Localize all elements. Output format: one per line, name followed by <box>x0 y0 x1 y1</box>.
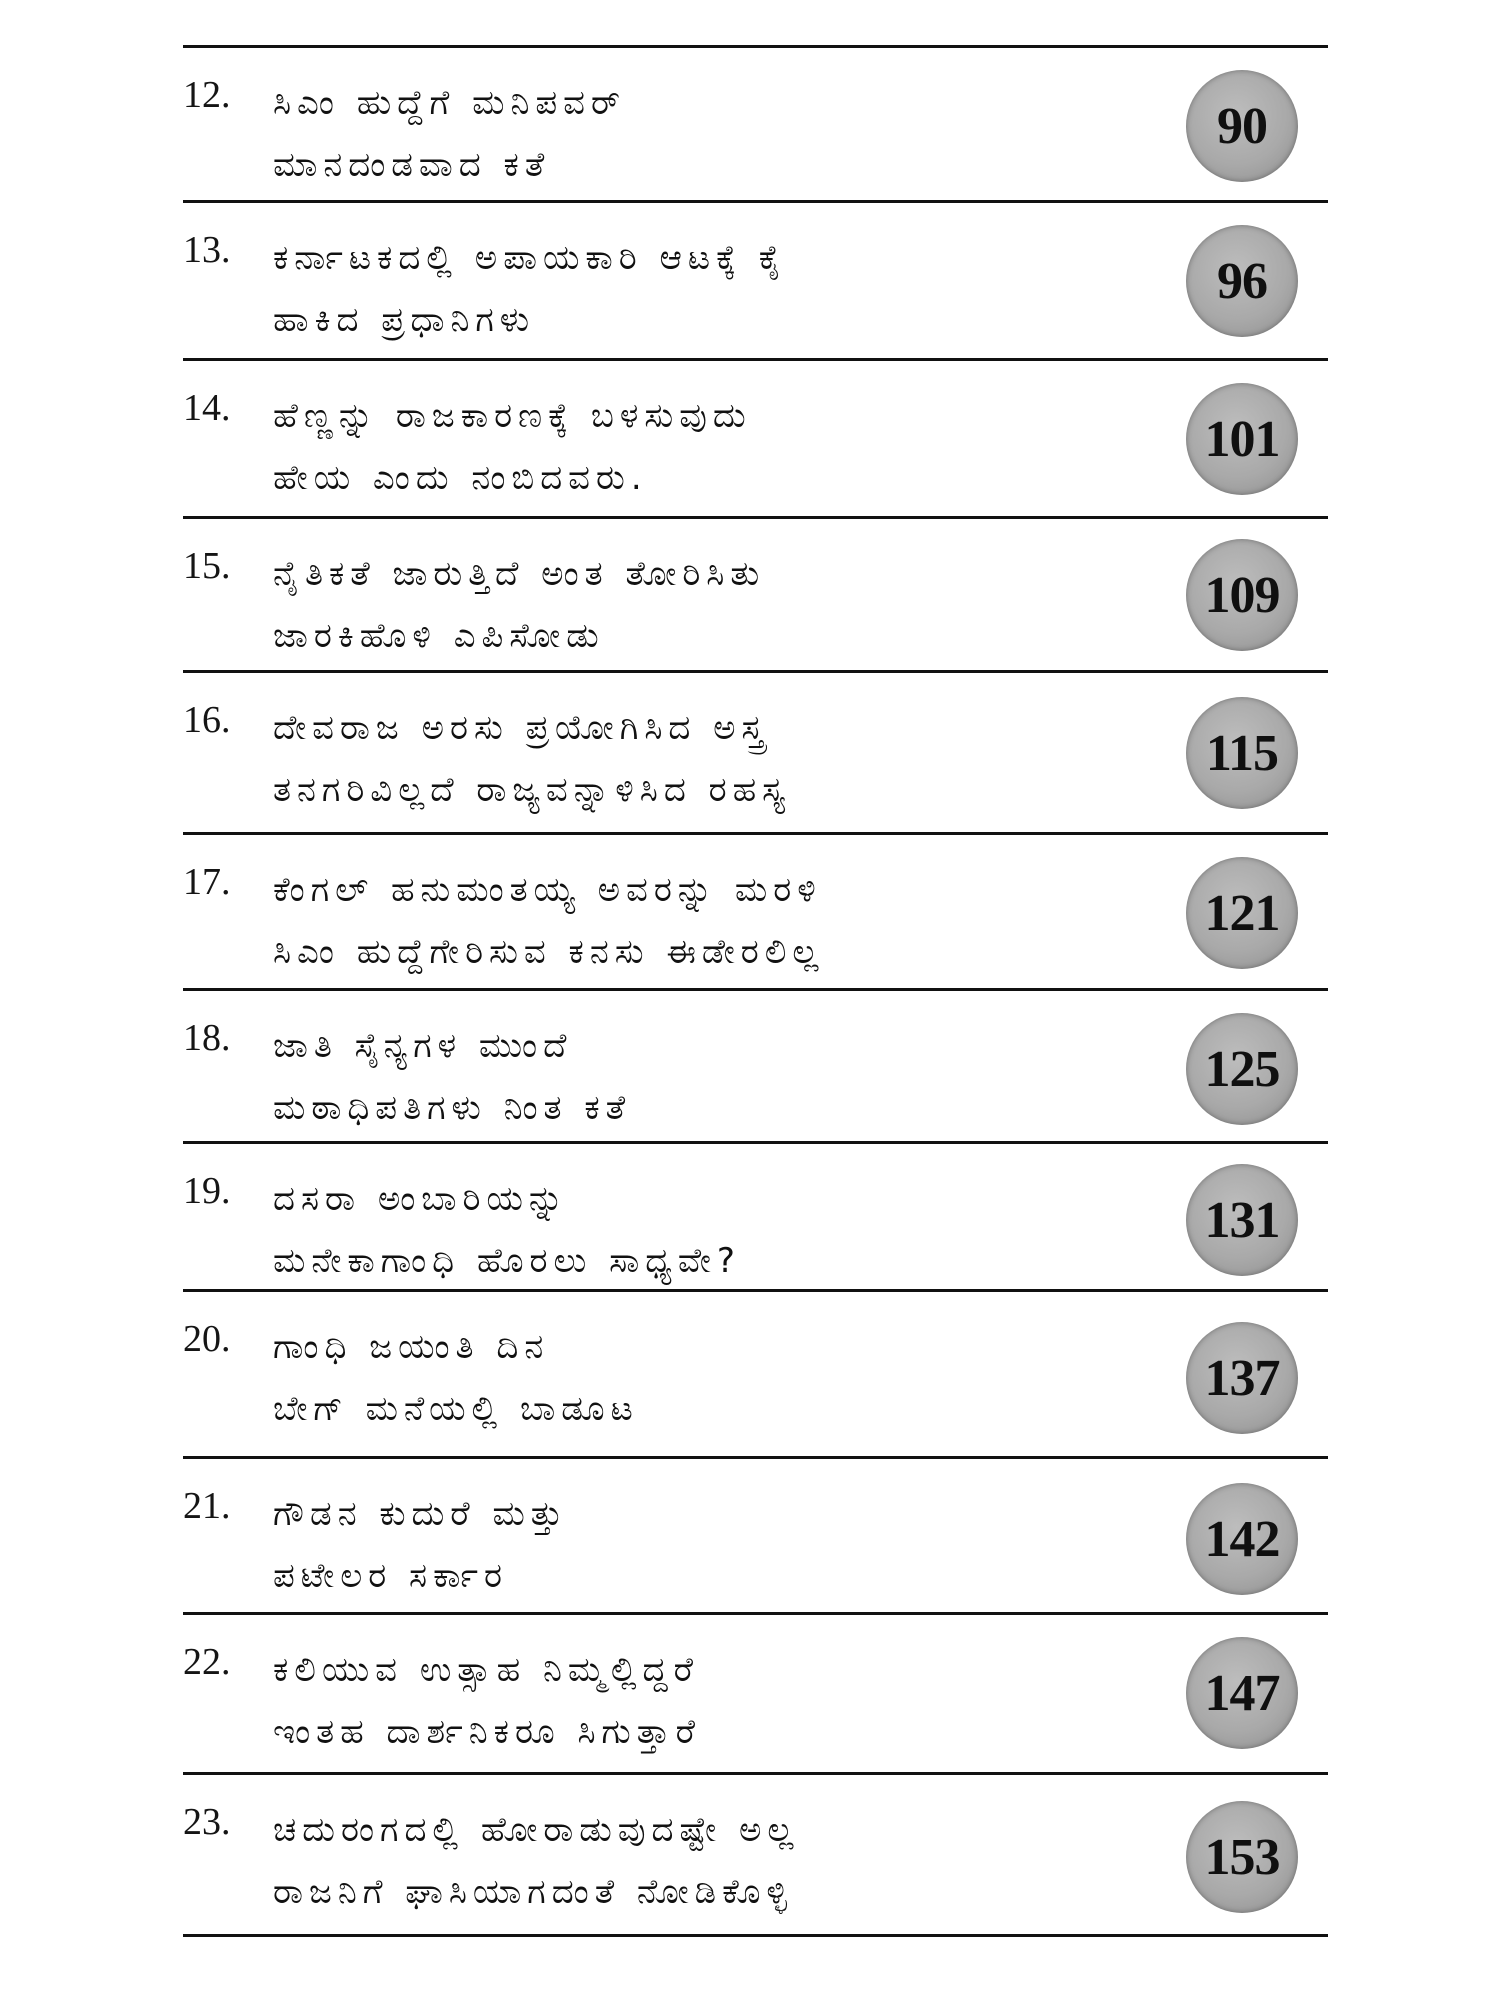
entry-title-line-1: ಕಲಿಯುವ ಉತ್ಸಾಹ ನಿಮ್ಮಲ್ಲಿದ್ದರೆ <box>273 1650 699 1690</box>
entry-title-line-2: ಪಟೇಲರ ಸರ್ಕಾರ <box>273 1556 508 1596</box>
page-number-badge <box>1186 1801 1298 1913</box>
page-number: 96 <box>1217 252 1267 310</box>
page-number-badge <box>1186 383 1298 495</box>
entry-number: 21. <box>183 1485 231 1527</box>
toc-entry[interactable] <box>183 1775 1328 1937</box>
entry-title-line-1: ಗಾಂಧಿ ಜಯಂತಿ ದಿನ <box>273 1327 550 1367</box>
page-number: 142 <box>1204 1510 1280 1568</box>
entry-title <box>273 1316 1133 1440</box>
page-number: 125 <box>1204 1040 1280 1098</box>
page-number: 101 <box>1204 410 1280 468</box>
entry-title-line-1: ಕರ್ನಾಟಕದಲ್ಲಿ ಅಪಾಯಕಾರಿ ಆಟಕ್ಕೆ ಕೈ <box>273 238 788 278</box>
toc-entry[interactable] <box>183 519 1328 673</box>
entry-number: 12. <box>183 74 231 116</box>
entry-title-line-2: ಜಾರಕಿಹೊಳಿ ಎಪಿಸೋಡು <box>273 616 605 656</box>
page-number: 90 <box>1217 97 1267 155</box>
toc-entry[interactable] <box>183 835 1328 991</box>
entry-title <box>273 1639 1133 1763</box>
toc-entry[interactable] <box>183 1292 1328 1459</box>
entry-title-line-2: ಸಿಎಂ ಹುದ್ದೆಗೇರಿಸುವ ಕನಸು ಈಡೇರಲಿಲ್ಲ <box>273 932 825 972</box>
entry-title-line-1: ಚದುರಂಗದಲ್ಲಿ ಹೋರಾಡುವುದಷ್ಟೇ ಅಲ್ಲ <box>273 1810 800 1850</box>
entry-title <box>273 72 1133 196</box>
toc-entry[interactable] <box>183 203 1328 361</box>
entry-number: 15. <box>183 545 231 587</box>
entry-title <box>273 859 1133 983</box>
entry-title-line-2: ತನಗರಿವಿಲ್ಲದೆ ರಾಜ್ಯವನ್ನಾಳಿಸಿದ ರಹಸ್ಯ <box>273 770 791 810</box>
page-number-badge <box>1186 1164 1298 1276</box>
toc-entry[interactable] <box>183 48 1328 203</box>
entry-title <box>273 1799 1133 1923</box>
entry-number: 17. <box>183 861 231 903</box>
page-number-badge <box>1186 539 1298 651</box>
entry-title-line-1: ಹೆಣ್ಣನ್ನು ರಾಜಕಾರಣಕ್ಕೆ ಬಳಸುವುದು <box>273 396 752 436</box>
entry-title <box>273 227 1133 351</box>
page-number-badge <box>1186 697 1298 809</box>
page-number: 121 <box>1204 884 1280 942</box>
page-number-badge <box>1186 1483 1298 1595</box>
entry-title-line-1: ಜಾತಿ ಸೈನ್ಯಗಳ ಮುಂದೆ <box>273 1026 573 1066</box>
page-number-badge <box>1186 1013 1298 1125</box>
entry-title-line-2: ಹಾಕಿದ ಪ್ರಧಾನಿಗಳು <box>273 300 536 340</box>
entry-title-line-2: ಇಂತಹ ದಾರ್ಶನಿಕರೂ ಸಿಗುತ್ತಾರೆ <box>273 1712 701 1752</box>
entry-title-line-1: ನೈತಿಕತೆ ಜಾರುತ್ತಿದೆ ಅಂತ ತೋರಿಸಿತು <box>273 554 766 594</box>
entry-title-line-1: ದಸರಾ ಅಂಬಾರಿಯನ್ನು <box>273 1179 570 1219</box>
toc-entry[interactable] <box>183 991 1328 1144</box>
entry-number: 19. <box>183 1170 231 1212</box>
entry-number: 16. <box>183 699 231 741</box>
entry-title-line-2: ಮಾನದಂಡವಾದ ಕತೆ <box>273 145 551 185</box>
entry-title <box>273 1483 1133 1607</box>
page-number-badge <box>1186 225 1298 337</box>
table-of-contents <box>183 45 1328 1937</box>
page-number-badge <box>1186 1637 1298 1749</box>
entry-title <box>273 697 1133 821</box>
page-number: 115 <box>1205 724 1279 782</box>
entry-title <box>273 1168 1133 1292</box>
entry-title <box>273 385 1133 509</box>
entry-title-line-1: ಗೌಡನ ಕುದುರೆ ಮತ್ತು <box>273 1494 569 1534</box>
entry-title-line-1: ಕೆಂಗಲ್ ಹನುಮಂತಯ್ಯ ಅವರನ್ನು ಮರಳಿ <box>273 870 822 910</box>
entry-number: 23. <box>183 1801 231 1843</box>
entry-title <box>273 1015 1133 1139</box>
entry-title-line-2: ಮನೇಕಾಗಾಂಧಿ ಹೊರಲು ಸಾಧ್ಯವೇ? <box>273 1241 741 1281</box>
entry-title <box>273 543 1133 667</box>
entry-title-line-2: ಹೇಯ ಎಂದು ನಂಬಿದವರು. <box>273 458 648 498</box>
page-number: 153 <box>1204 1828 1280 1886</box>
page-number: 109 <box>1204 566 1280 624</box>
page-number: 137 <box>1204 1349 1280 1407</box>
toc-entry[interactable] <box>183 1144 1328 1292</box>
entry-title-line-1: ಸಿಎಂ ಹುದ್ದೆಗೆ ಮನಿಪವರ್ <box>273 83 626 123</box>
toc-entry[interactable] <box>183 1459 1328 1615</box>
entry-number: 22. <box>183 1641 231 1683</box>
entry-title-line-2: ಬೇಗ್ ಮನೆಯಲ್ಲಿ ಬಾಡೂಟ <box>273 1389 639 1429</box>
page-number: 131 <box>1204 1191 1280 1249</box>
page-number-badge <box>1186 857 1298 969</box>
page-number-badge <box>1186 1322 1298 1434</box>
entry-number: 18. <box>183 1017 231 1059</box>
toc-entry[interactable] <box>183 673 1328 835</box>
entry-title-line-1: ದೇವರಾಜ ಅರಸು ಪ್ರಯೋಗಿಸಿದ ಅಸ್ತ್ರ <box>273 708 770 748</box>
entry-title-line-2: ರಾಜನಿಗೆ ಘಾಸಿಯಾಗದಂತೆ ನೋಡಿಕೊಳ್ಳಿ <box>273 1872 794 1912</box>
entry-title-line-2: ಮಠಾಧಿಪತಿಗಳು ನಿಂತ ಕತೆ <box>273 1088 632 1128</box>
page-number: 147 <box>1204 1664 1280 1722</box>
entry-number: 13. <box>183 229 231 271</box>
toc-entry[interactable] <box>183 361 1328 519</box>
page-number-badge <box>1186 70 1298 182</box>
entry-number: 14. <box>183 387 231 429</box>
toc-entry[interactable] <box>183 1615 1328 1775</box>
entry-number: 20. <box>183 1318 231 1360</box>
